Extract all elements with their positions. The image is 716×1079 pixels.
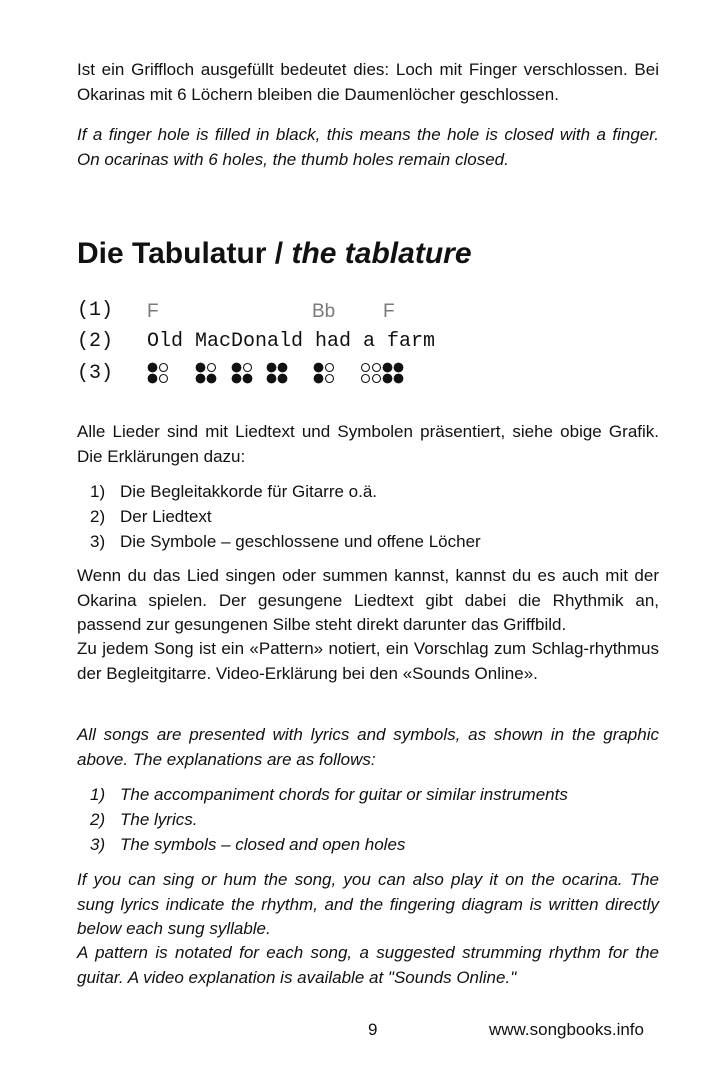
list-text: The lyrics. [120,809,198,829]
open-hole [244,364,252,372]
german-paragraph-3: Zu jedem Song ist ein «Pattern» notiert, ein Vorschlag zum Schlag-rhythmus der Begleitgitarre. Video-Erklärung bei den «Sounds Online». [77,639,659,683]
list-text: The symbols – closed and open holes [120,834,406,854]
tablature-lyrics: Old MacDonald had a farm [147,330,436,353]
fingering-symbol [382,362,404,384]
fingering-symbol [313,362,335,384]
closed-hole [196,374,205,383]
closed-hole [232,374,241,383]
list-number: 3) [90,531,106,551]
list-number: 2) [90,506,106,526]
english-paragraph-2: If you can sing or hum the song, you can also play it on the ocarina. The sung lyrics indicate the rhythm, and the fingering diagram is written directly below each sung syllable. [77,870,659,938]
open-hole [160,364,168,372]
list-number: 2) [90,809,106,829]
website-url: www.songbooks.info [489,1020,644,1039]
row-label-3: (3) [77,362,114,385]
closed-hole [232,363,241,372]
german-paragraph-2: Wenn du das Lied singen oder summen kannst, kannst du es auch mit der Okarina spielen. Der gesungene Liedtext gibt dabei die Rhythmik an, passend zur gesungenen Silbe steht direkt darunter das Griffbild. [77,566,659,634]
row-label-2: (2) [77,330,114,353]
page-number: 9 [368,1020,378,1039]
fingering-symbol [195,362,217,384]
fingering-symbol [360,362,382,384]
fingering-symbol [266,362,288,384]
list-text: The accompaniment chords for guitar or similar instruments [120,785,568,804]
list-item [90,505,481,530]
closed-hole [314,374,323,383]
open-hole [362,364,370,372]
closed-hole [314,363,323,372]
chord-bb: Bb [312,301,336,322]
open-hole [208,364,216,372]
closed-hole [243,374,252,383]
open-hole [326,364,334,372]
open-hole [362,375,370,383]
list-number: 1) [90,482,106,501]
closed-hole [278,363,287,372]
closed-hole [383,363,392,372]
chord-f-2: F [383,301,395,322]
open-hole [373,375,381,383]
open-hole [326,375,334,383]
intro-english: If a finger hole is filled in black, this means the hole is closed with a finger. On ocarinas with 6 holes, the thumb holes remain closed. [77,125,659,169]
chord-f: F [147,301,159,322]
open-hole [373,364,381,372]
list-number: 3) [90,834,106,854]
closed-hole [394,363,403,372]
closed-hole [267,363,276,372]
list-item [90,783,568,808]
english-list [90,783,568,857]
list-item [90,833,568,858]
closed-hole [278,374,287,383]
row-label-1: (1) [77,299,114,322]
closed-hole [196,363,205,372]
german-paragraph-1: Alle Lieder sind mit Liedtext und Symbolen präsentiert, siehe obige Grafik. Die Erklärungen dazu: [77,422,659,466]
list-item [90,530,481,555]
english-paragraph-3: A pattern is notated for each song, a suggested strumming rhythm for the guitar. A video explanation is available at "Sounds Online." [77,943,659,987]
fingering-symbol [147,362,169,384]
list-text: Die Begleitakkorde für Gitarre o.ä. [120,482,378,501]
open-hole [160,375,168,383]
closed-hole [394,374,403,383]
list-item [90,480,481,505]
english-paragraph-1: All songs are presented with lyrics and symbols, as shown in the graphic above. The explanations are as follows: [77,725,659,769]
closed-hole [148,363,157,372]
section-heading [77,236,472,272]
heading-italic: the tablature [291,237,472,270]
list-text: Der Liedtext [120,506,212,526]
fingering-symbol [231,362,253,384]
list-item [90,808,568,833]
intro-german: Ist ein Griffloch ausgefüllt bedeutet dies: Loch mit Finger verschlossen. Bei Okarinas mit 6 Löchern bleiben die Daumenlöcher geschlossen. [77,60,659,104]
list-text: Die Symbole – geschlossene und offene Löcher [120,531,481,551]
closed-hole [148,374,157,383]
german-list [90,480,481,554]
heading-main: Die Tabulatur / [77,237,292,270]
closed-hole [383,374,392,383]
closed-hole [267,374,276,383]
closed-hole [207,374,216,383]
list-number: 1) [90,785,106,804]
